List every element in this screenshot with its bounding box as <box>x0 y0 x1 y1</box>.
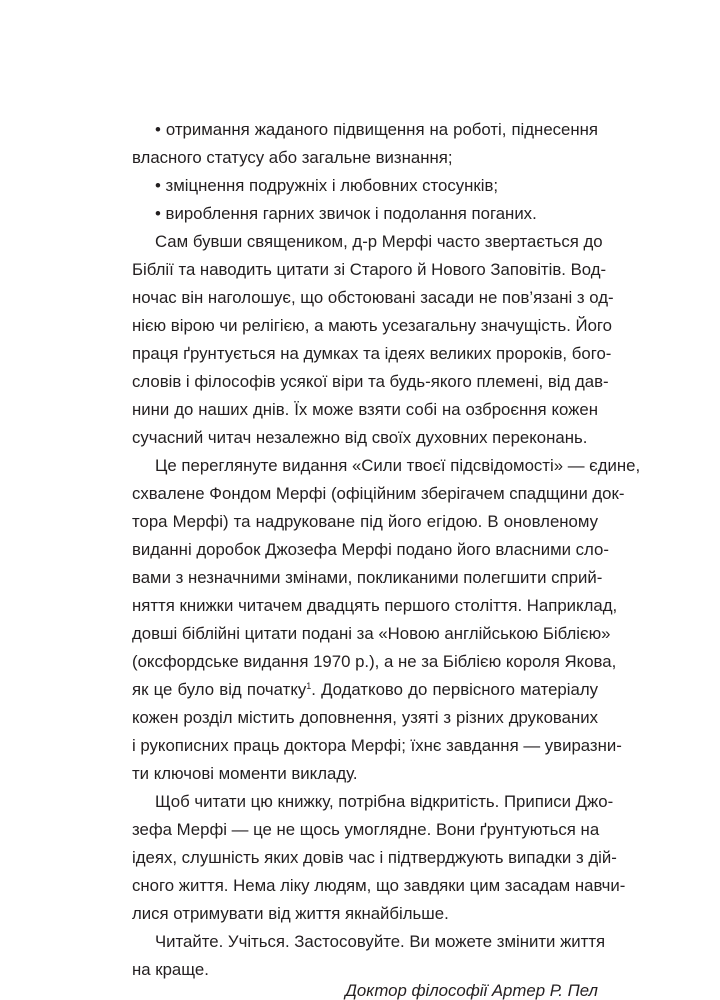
text-line: • зміцнення подружніх і любовних стосунків; <box>155 176 499 195</box>
text-line: вами з незначними змінами, покликаними полегшити сприй- <box>132 568 603 587</box>
text-line: зефа Мерфі — це не щось умоглядне. Вони ґрунтуються на <box>132 820 600 839</box>
text-line: сучасний читач незалежно від своїх духовних переконань. <box>132 428 588 447</box>
text-line: довші біблійні цитати подані за «Новою англійською Біблією» <box>132 624 611 643</box>
text-line: тора Мерфі) та надруковане під його егідою. В оновленому <box>132 512 598 531</box>
text-line: Це переглянуте видання «Сили твоєї підсвідомості» — єдине, <box>155 456 641 475</box>
text-fragment: як це було від початку <box>132 680 307 699</box>
text-line: • отримання жаданого підвищення на роботі, піднесення <box>155 120 598 139</box>
text-line: (оксфордське видання 1970 р.), а не за Біблією короля Якова, <box>132 652 617 671</box>
text-line: ночас він наголошує, що обстоювані засади не пов’язані з од- <box>132 288 614 307</box>
text-line: і рукописних праць доктора Мерфі; їхнє завдання — увиразни- <box>132 736 622 755</box>
text-line: Сам бувши священиком, д-р Мерфі часто звертається до <box>155 232 603 251</box>
text-line: ти ключові моменти викладу. <box>132 764 358 783</box>
text-line: словів і філософів усякої віри та будь-якого племені, від дав- <box>132 372 609 391</box>
text-line: на краще. <box>132 960 209 979</box>
text-line: виданні доробок Джозефа Мерфі подано його власними сло- <box>132 540 609 559</box>
text-line: нією вірою чи релігією, а мають усезагальну значущість. Його <box>132 316 613 335</box>
text-line: няття книжки читачем двадцять першого століття. Наприклад, <box>132 596 618 615</box>
text-fragment: . Додатково до первісного матеріалу <box>311 680 598 699</box>
signature-author: Доктор філософії Артер Р. Пел <box>345 981 598 1000</box>
text-line: Читайте. Учіться. Застосовуйте. Ви можете змінити життя <box>155 932 606 951</box>
text-line: лися отримувати від життя якнайбільше. <box>132 904 449 923</box>
text-line <box>132 676 598 704</box>
text-line: сного життя. Нема ліку людям, що завдяки цим засадам навчи- <box>132 876 626 895</box>
text-line: • вироблення гарних звичок і подолання поганих. <box>155 204 537 223</box>
text-line: Біблії та наводить цитати зі Старого й Нового Заповітів. Вод- <box>132 260 607 279</box>
text-line: ідеях, слушність яких довів час і підтверджують випадки з дій- <box>132 848 617 867</box>
text-line: схвалене Фондом Мерфі (офіційним зберігачем спадщини док- <box>132 484 625 503</box>
text-line: власного статусу або загальне визнання; <box>132 148 453 167</box>
text-line: Щоб читати цю книжку, потрібна відкритість. Приписи Джо- <box>155 792 614 811</box>
text-line: кожен розділ містить доповнення, узяті з різних друкованих <box>132 708 598 727</box>
text-line: праця ґрунтується на думках та ідеях великих пророків, бого- <box>132 344 612 363</box>
footnote-marker[interactable]: 1 <box>306 681 312 691</box>
text-line: нини до наших днів. Їх може взяти собі на озброєння кожен <box>132 400 598 419</box>
